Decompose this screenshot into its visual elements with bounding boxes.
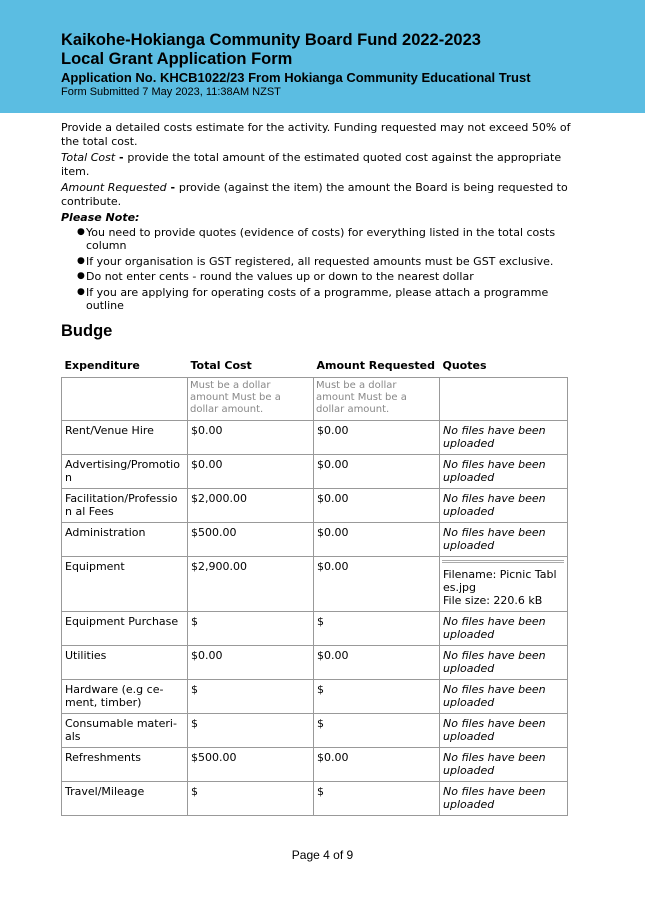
expenditure-cell: Consumable materi- als — [62, 714, 188, 748]
file-preview-box — [442, 560, 564, 563]
quotes-cell: No files have been uploaded — [440, 714, 568, 748]
total-cost-dash: - — [115, 151, 128, 164]
amount-requested-text: provide (against the item) the amount the Board is being requested to contribute. — [61, 181, 568, 208]
bullet-icon: ● — [77, 286, 85, 297]
submitted-date: Form Submitted 7 May 2023, 11:38AM NZST — [61, 86, 281, 98]
quotes-cell: No files have been uploaded — [440, 748, 568, 782]
amount-requested-cell: $0.00 — [314, 421, 440, 455]
expenditure-cell: Advertising/Promotio n — [62, 455, 188, 489]
expenditure-cell: Rent/Venue Hire — [62, 421, 188, 455]
quotes-cell: No files have been uploaded — [440, 523, 568, 557]
hint-total-cost: Must be a dollar amount Must be a dollar amount. — [188, 378, 314, 421]
total-cost-instruction — [61, 151, 571, 178]
amount-requested-cell: $0.00 — [314, 557, 440, 612]
quotes-cell: No files have been uploaded — [440, 782, 568, 816]
table-row — [62, 557, 568, 612]
table-header-row — [62, 356, 568, 378]
notes-list — [77, 226, 571, 313]
total-cost-cell: $0.00 — [188, 455, 314, 489]
total-cost-cell: $ — [188, 612, 314, 646]
total-cost-cell: $ — [188, 714, 314, 748]
total-cost-cell: $500.00 — [188, 523, 314, 557]
table-row — [62, 523, 568, 557]
expenditure-cell: Hardware (e.g ce- ment, timber) — [62, 680, 188, 714]
instructions — [61, 121, 571, 315]
note-item: ● If your organisation is GST registered, all requested amounts must be GST exclusive. — [77, 254, 554, 268]
amount-requested-cell: $0.00 — [314, 455, 440, 489]
header-total-cost: Total Cost — [190, 359, 252, 372]
note-item: ● You need to provide quotes (evidence of costs) for everything listed in the total costs column — [77, 225, 556, 252]
quotes-cell: No files have been uploaded — [440, 646, 568, 680]
costs-table — [61, 356, 568, 816]
amount-requested-cell: $0.00 — [314, 646, 440, 680]
file-name[interactable]: Filename: Picnic Tabl es.jpg — [443, 568, 557, 594]
quotes-cell: No files have been uploaded — [440, 421, 568, 455]
intro-paragraph: Provide a detailed costs estimate for the activity. Funding requested may not exceed 50% of the total cost. — [61, 121, 571, 148]
hint-row — [62, 378, 568, 421]
quotes-cell: No files have been uploaded — [440, 612, 568, 646]
amount-requested-cell: $0.00 — [314, 748, 440, 782]
table-row — [62, 646, 568, 680]
table-row — [62, 489, 568, 523]
table-row — [62, 612, 568, 646]
total-cost-cell: $0.00 — [188, 421, 314, 455]
table-row — [62, 680, 568, 714]
page-number: Page 4 of 9 — [291, 848, 354, 862]
expenditure-cell: Equipment Purchase — [62, 612, 188, 646]
quotes-cell: No files have been uploaded — [440, 489, 568, 523]
note-item: ● Do not enter cents - round the values up or down to the nearest dollar — [77, 270, 474, 283]
header-banner — [0, 0, 645, 113]
form-title: Local Grant Application Form — [61, 50, 293, 68]
amount-requested-cell: $ — [314, 612, 440, 646]
file-size: File size: 220.6 kB — [443, 594, 543, 607]
table-row — [62, 421, 568, 455]
header-quotes: Quotes — [442, 359, 487, 372]
quotes-cell-file — [440, 557, 568, 612]
amount-requested-cell: $ — [314, 680, 440, 714]
total-cost-cell: $ — [188, 680, 314, 714]
note-title: Please Note: — [61, 211, 140, 224]
expenditure-cell: Refreshments — [62, 748, 188, 782]
table-row — [62, 714, 568, 748]
amount-requested-cell: $0.00 — [314, 489, 440, 523]
bullet-icon: ● — [77, 271, 85, 281]
amount-requested-cell: $0.00 — [314, 523, 440, 557]
total-cost-cell: $0.00 — [188, 646, 314, 680]
hint-quotes-empty — [440, 378, 568, 421]
section-title: Budge — [61, 322, 113, 340]
fund-title: Kaikohe-Hokianga Community Board Fund 2022-2023 — [61, 31, 481, 49]
total-cost-cell: $2,000.00 — [188, 489, 314, 523]
expenditure-cell: Administration — [62, 523, 188, 557]
quotes-cell: No files have been uploaded — [440, 455, 568, 489]
bullet-icon: ● — [77, 226, 85, 237]
bullet-icon: ● — [77, 255, 85, 266]
note-item: ● If you are applying for operating costs of a programme, please attach a programme outline — [77, 285, 549, 312]
hint-amount-requested: Must be a dollar amount Must be a dollar amount. — [314, 378, 440, 421]
header-amount-requested: Amount Requested — [316, 359, 436, 372]
amount-requested-dash: - — [166, 181, 179, 194]
total-cost-label: Total Cost — [61, 151, 116, 164]
amount-requested-cell: $ — [314, 782, 440, 816]
table-row — [62, 782, 568, 816]
header-expenditure: Expenditure — [64, 359, 140, 372]
total-cost-text: provide the total amount of the estimated quoted cost against the appropriate item. — [61, 151, 562, 178]
table-row — [62, 455, 568, 489]
amount-requested-instruction — [61, 181, 571, 208]
amount-requested-cell: $ — [314, 714, 440, 748]
total-cost-cell: $500.00 — [188, 748, 314, 782]
total-cost-cell: $ — [188, 782, 314, 816]
total-cost-cell: $2,900.00 — [188, 557, 314, 612]
amount-requested-label: Amount Requested — [61, 181, 167, 194]
table-row — [62, 748, 568, 782]
quotes-cell: No files have been uploaded — [440, 680, 568, 714]
hint-empty — [62, 378, 188, 421]
expenditure-cell: Travel/Mileage — [62, 782, 188, 816]
expenditure-cell: Utilities — [62, 646, 188, 680]
expenditure-cell: Facilitation/Profession al Fees — [62, 489, 188, 523]
application-number: Application No. KHCB1022/23 From Hokianga Community Educational Trust — [61, 70, 531, 85]
expenditure-cell: Equipment — [62, 557, 188, 612]
